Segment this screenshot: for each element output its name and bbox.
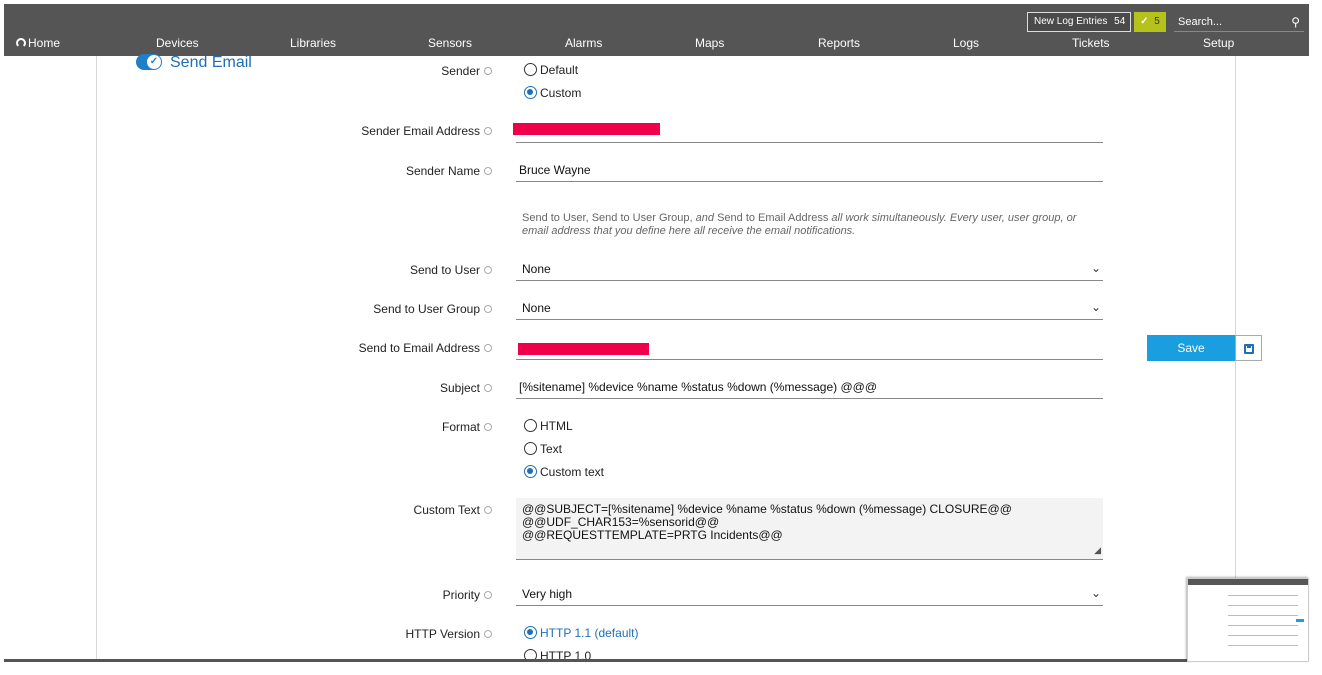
save-icon-button[interactable] <box>1235 335 1262 361</box>
thumbnail-line <box>1228 635 1298 636</box>
radio-button[interactable] <box>524 465 537 478</box>
radio-button[interactable] <box>524 419 537 432</box>
help-icon[interactable] <box>484 167 492 175</box>
send-email-toggle[interactable] <box>136 54 162 70</box>
nav-item-sensors[interactable]: Sensors <box>428 36 473 50</box>
help-icon[interactable] <box>484 423 492 431</box>
thumbnail-line <box>1228 595 1298 596</box>
format-radio-text[interactable]: Text <box>524 442 562 456</box>
custom-text-line: @@UDF_CHAR153=%sensorid@@ <box>522 515 720 529</box>
subject-input[interactable]: [%sitename] %device %name %status %down (%message) @@@ <box>516 377 1103 399</box>
ok-status-badge[interactable] <box>1134 12 1166 32</box>
thumbnail-save <box>1296 619 1304 622</box>
thumbnail-line <box>1228 645 1298 646</box>
help-icon[interactable] <box>484 266 492 274</box>
new-log-entries-button[interactable] <box>1027 12 1131 32</box>
priority-select[interactable]: Very high ⌄ <box>516 584 1103 606</box>
save-button[interactable]: Save <box>1147 335 1235 361</box>
chevron-down-icon: ⌄ <box>1090 261 1101 275</box>
thumbnail-bar <box>1188 579 1308 585</box>
top-status-row <box>4 9 1309 31</box>
resize-handle-icon[interactable]: ◢ <box>1094 545 1101 555</box>
new-log-entries-label: New Log Entries <box>1034 16 1108 27</box>
thumbnail-line <box>1228 625 1298 626</box>
content-border <box>96 56 97 660</box>
help-icon[interactable] <box>484 630 492 638</box>
thumbnail-line <box>1228 615 1298 616</box>
sender-label: Sender <box>441 64 492 78</box>
http-version-label: HTTP Version <box>406 627 492 641</box>
http-version-radio-1-0[interactable]: HTTP 1.0 <box>524 649 591 659</box>
send-to-user-select[interactable]: None ⌄ <box>516 259 1103 281</box>
check-icon: ✓ <box>147 55 161 69</box>
search-placeholder: Search... <box>1178 16 1223 28</box>
help-icon[interactable] <box>484 344 492 352</box>
nav-item-maps[interactable]: Maps <box>695 36 725 50</box>
new-log-entries-count: 54 <box>1114 16 1126 27</box>
radio-button[interactable] <box>524 626 537 639</box>
search-icon[interactable]: ⚲ <box>1291 15 1300 29</box>
main-menu <box>4 36 1309 54</box>
help-icon[interactable] <box>484 67 492 75</box>
help-icon[interactable] <box>484 305 492 313</box>
custom-text-label: Custom Text <box>414 503 492 517</box>
search-input[interactable] <box>1174 12 1304 32</box>
sender-name-input[interactable]: Bruce Wayne <box>516 160 1103 182</box>
radio-button[interactable] <box>524 442 537 455</box>
radio-button[interactable] <box>524 649 537 659</box>
format-radio-html[interactable]: HTML <box>524 419 573 433</box>
http-version-radio-1-1[interactable]: HTTP 1.1 (default) <box>524 626 638 640</box>
send-to-user-group-select[interactable]: None ⌄ <box>516 298 1103 320</box>
redaction-mark <box>513 123 660 135</box>
custom-text-textarea[interactable] <box>516 498 1103 560</box>
send-to-user-label: Send to User <box>410 263 492 277</box>
nav-item-logs[interactable]: Logs <box>953 36 980 50</box>
recipients-info-text: Send to User, Send to User Group, and Send to Email Address all work simultaneously. Every user, user group, or email address that you define here all receive the email notifications. <box>522 212 1077 237</box>
help-icon[interactable] <box>484 127 492 135</box>
bottom-edge <box>4 659 1187 662</box>
nav-item-home[interactable]: Home <box>16 36 60 50</box>
send-to-user-group-label: Send to User Group <box>373 302 492 316</box>
radio-button[interactable] <box>524 63 537 76</box>
custom-text-line: @@SUBJECT=[%sitename] %device %name %status %down (%message) CLOSURE@@ <box>522 502 1012 516</box>
top-navigation-bar <box>4 4 1309 56</box>
help-icon[interactable] <box>484 591 492 599</box>
sender-name-label: Sender Name <box>406 164 492 178</box>
help-icon[interactable] <box>484 506 492 514</box>
check-icon: ✓ <box>1140 16 1149 27</box>
section-title: Send Email <box>170 54 252 71</box>
chevron-down-icon: ⌄ <box>1090 300 1101 314</box>
thumbnail-line <box>1228 605 1298 606</box>
nav-item-libraries[interactable]: Libraries <box>290 36 337 50</box>
sender-radio-default[interactable]: Default <box>524 63 578 77</box>
sender-email-label: Sender Email Address <box>361 124 492 138</box>
nav-item-reports[interactable]: Reports <box>818 36 861 50</box>
format-radio-custom-text[interactable]: Custom text <box>524 465 604 479</box>
custom-text-line: @@REQUESTTEMPLATE=PRTG Incidents@@ <box>522 528 783 542</box>
nav-item-setup[interactable]: Setup <box>1203 36 1235 50</box>
screenshot-thumbnail[interactable] <box>1187 578 1309 662</box>
subject-label: Subject <box>440 381 492 395</box>
ok-status-count: 5 <box>1154 16 1160 27</box>
floppy-disk-icon <box>1244 344 1254 354</box>
home-icon <box>16 38 26 48</box>
help-icon[interactable] <box>484 384 492 392</box>
priority-label: Priority <box>443 588 492 602</box>
sender-radio-custom[interactable]: Custom <box>524 86 581 100</box>
nav-item-tickets[interactable]: Tickets <box>1072 36 1110 50</box>
redaction-mark <box>518 343 649 355</box>
send-to-email-label: Send to Email Address <box>359 341 492 355</box>
chevron-down-icon: ⌄ <box>1090 586 1101 600</box>
radio-button[interactable] <box>524 86 537 99</box>
nav-item-alarms[interactable]: Alarms <box>565 36 603 50</box>
nav-item-devices[interactable]: Devices <box>156 36 199 50</box>
format-label: Format <box>442 420 492 434</box>
